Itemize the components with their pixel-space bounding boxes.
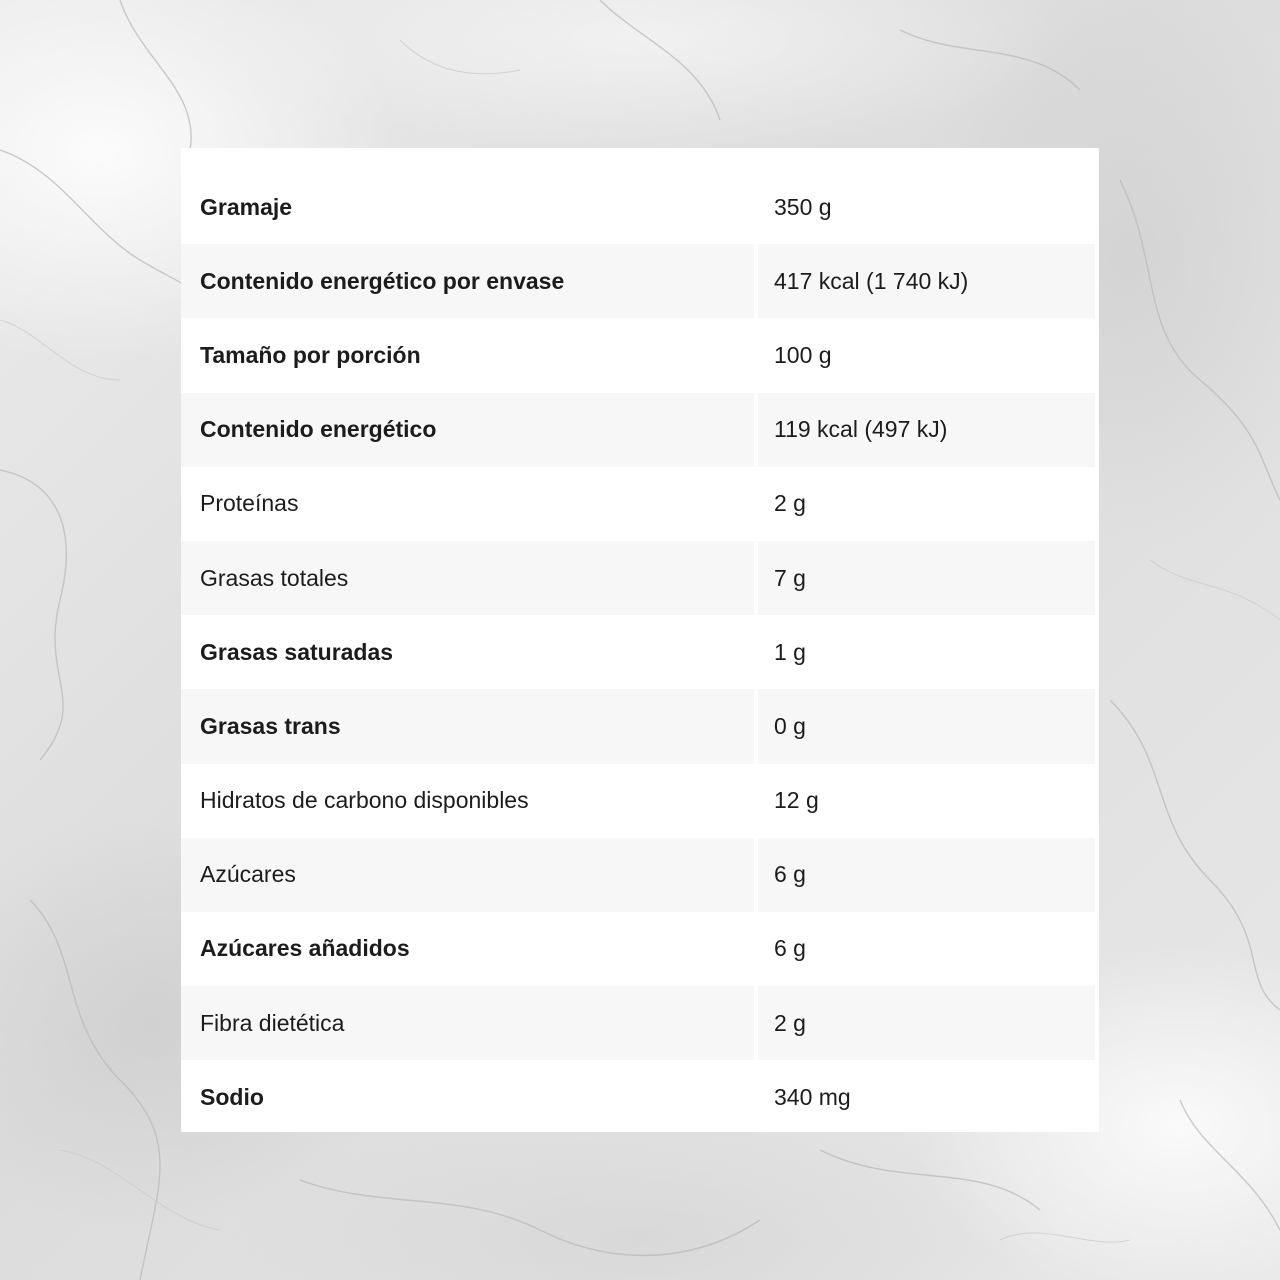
nutrient-label: Grasas trans bbox=[181, 689, 754, 763]
table-row bbox=[181, 541, 1099, 615]
nutrient-value: 119 kcal (497 kJ) bbox=[758, 393, 1095, 467]
nutrient-value: 12 g bbox=[774, 787, 819, 814]
nutrition-panel bbox=[181, 148, 1099, 1132]
nutrient-value: 2 g bbox=[758, 986, 1095, 1060]
nutrient-label: Azúcares añadidos bbox=[200, 935, 410, 962]
nutrient-label: Contenido energético bbox=[181, 393, 754, 467]
nutrition-table bbox=[181, 170, 1099, 1134]
nutrient-label: Proteínas bbox=[200, 490, 299, 517]
nutrient-label: Tamaño por porción bbox=[200, 341, 421, 368]
nutrient-label: Fibra dietética bbox=[181, 986, 754, 1060]
nutrient-value: 340 mg bbox=[774, 1083, 851, 1110]
table-row bbox=[181, 393, 1099, 467]
table-row bbox=[181, 615, 1099, 689]
nutrient-label: Gramaje bbox=[200, 193, 293, 220]
nutrient-label: Hidratos de carbono disponibles bbox=[200, 787, 529, 814]
table-row bbox=[181, 838, 1099, 912]
nutrient-value: 6 g bbox=[758, 838, 1095, 912]
table-row bbox=[181, 244, 1099, 318]
nutrient-value: 2 g bbox=[774, 490, 806, 517]
nutrient-label: Grasas saturadas bbox=[200, 638, 394, 665]
nutrient-value: 350 g bbox=[774, 193, 832, 220]
table-row bbox=[181, 764, 1099, 838]
nutrient-value: 7 g bbox=[758, 541, 1095, 615]
table-row bbox=[181, 912, 1099, 986]
nutrient-value: 417 kcal (1 740 kJ) bbox=[758, 244, 1095, 318]
nutrient-value: 0 g bbox=[758, 689, 1095, 763]
nutrient-label: Grasas totales bbox=[181, 541, 754, 615]
nutrient-value: 6 g bbox=[774, 935, 806, 962]
table-row bbox=[181, 1060, 1099, 1134]
nutrient-label: Sodio bbox=[200, 1083, 264, 1110]
table-row bbox=[181, 986, 1099, 1060]
nutrient-value: 100 g bbox=[774, 341, 832, 368]
table-row bbox=[181, 170, 1099, 244]
table-row bbox=[181, 318, 1099, 392]
nutrient-label: Contenido energético por envase bbox=[181, 244, 754, 318]
table-row bbox=[181, 689, 1099, 763]
table-row bbox=[181, 467, 1099, 541]
nutrient-value: 1 g bbox=[774, 638, 806, 665]
nutrient-label: Azúcares bbox=[181, 838, 754, 912]
